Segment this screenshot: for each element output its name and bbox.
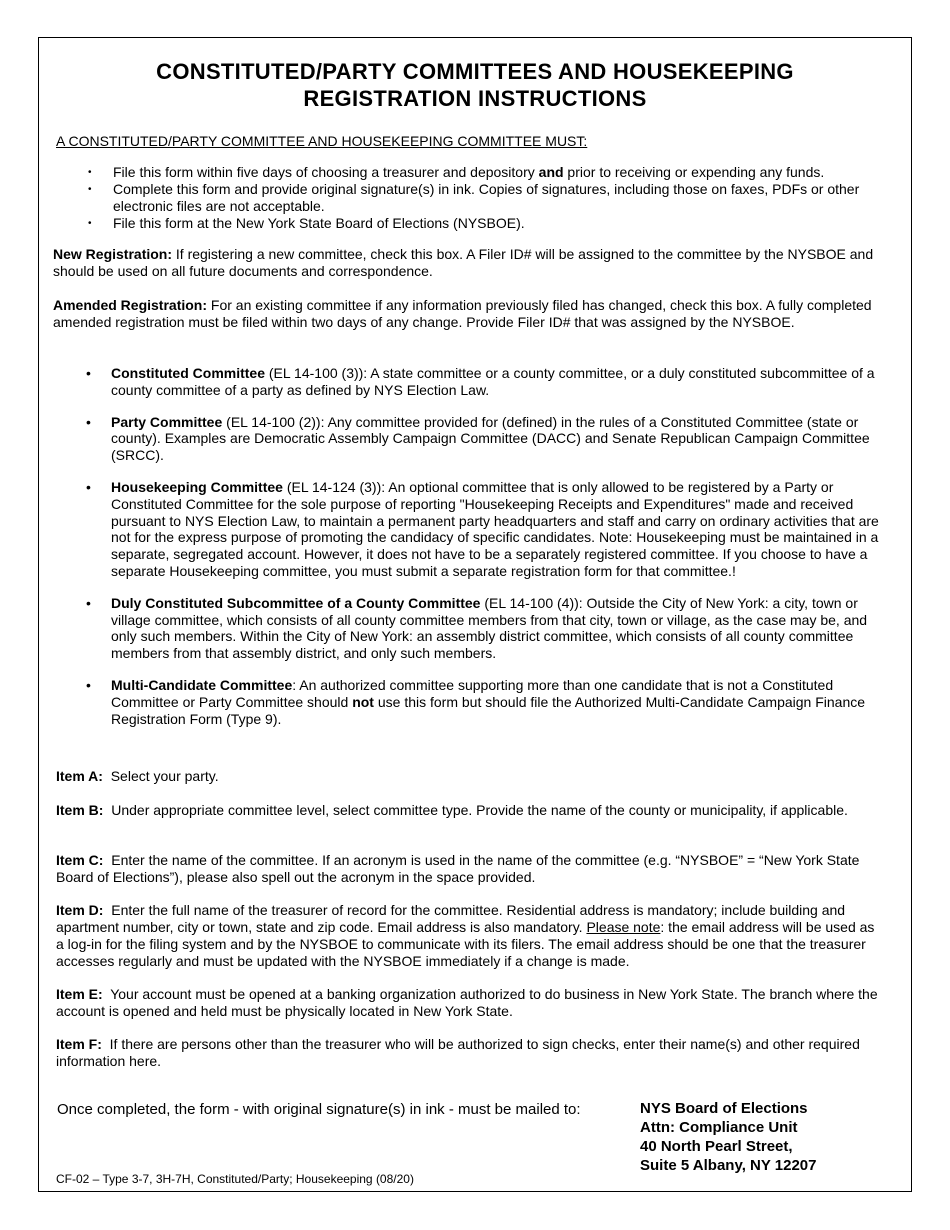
address-line-2: Attn: Compliance Unit: [640, 1119, 798, 1136]
address-line-3: 40 North Pearl Street,: [640, 1138, 793, 1155]
item-f: Item F: If there are persons other than the treasurer who will be authorized to sign checks, enter their name(s) and other required information here.: [56, 1036, 864, 1069]
mailing-address: [640, 1099, 816, 1175]
party-committee-item: • Party Committee (EL 14-100 (2)): Any committee provided for (defined) in the rules of a Constituted Committee (state or county). Examples are Democratic Assembly Campaign Committee (DACC) and Senate Republican Campaign Committee (SRCC).: [86, 414, 891, 464]
mailing-instruction: Once completed, the form - with original signature(s) in ink - must be mailed to:: [57, 1101, 581, 1118]
item-d: Item D: Enter the full name of the treasurer of record for the committee. Residential address is mandatory; include building and apartment number, city or town, state and zip code. Email address is also mandatory. Please note: the email address will be used as a log-in for the filing system and by the NYSBOE to communicate with its filers. The email address should be one that the treasurer accesses regularly and must be updated with the NYSBOE immediately if a change is made.: [56, 902, 875, 969]
address-line-4: Suite 5 Albany, NY 12207: [640, 1157, 817, 1174]
amended-registration-paragraph: Amended Registration: For an existing committee if any information previously filed has changed, check this box. A fully completed amended registration must be filed within two days of any change. Provide Filer ID# that was assigned by the NYSBOE.: [53, 297, 872, 330]
item-a: Item A: Select your party.: [56, 768, 219, 784]
must-list: [88, 164, 888, 232]
title-line-2: REGISTRATION INSTRUCTIONS: [303, 86, 647, 111]
must-item-original-signatures: • Complete this form and provide original signature(s) in ink. Copies of signatures, including those on faxes, PDFs or other electronic files are not acceptable.: [88, 181, 888, 215]
must-heading: A CONSTITUTED/PARTY COMMITTEE AND HOUSEKEEPING COMMITTEE MUST:: [56, 133, 588, 149]
form-footer: CF-02 – Type 3-7, 3H-7H, Constituted/Party; Housekeeping (08/20): [56, 1172, 414, 1186]
constituted-committee-item: • Constituted Committee (EL 14-100 (3)): A state committee or a county committee, or a duly constituted subcommittee of a county committee of a party as defined by NYS Election Law.: [86, 365, 891, 399]
title-line-1: CONSTITUTED/PARTY COMMITTEES AND HOUSEKEEPING: [156, 59, 794, 84]
item-c: Item C: Enter the name of the committee. If an acronym is used in the name of the committee (e.g. “NYSBOE” = “New York State Board of Elections”), please also spell out the acronym in the space provided.: [56, 852, 864, 885]
housekeeping-committee-item: • Housekeeping Committee (EL 14-124 (3)): An optional committee that is only allowed to be registered by a Party or Constituted Committee for the sole purpose of reporting "Housekeeping Receipts and Expenditures" made and received pursuant to NYS Election Law, to maintain a permanent party headquarters and staff and carry on ordinary activities that are not for the express purpose of promoting the candidacy of specific candidates. Note: Housekeeping must be maintained in a separate, segregated account. However, it does not have to be a separately registered committee. If you choose to have a separate Housekeeping committee, you must submit a separate registration form for that committee.!: [86, 479, 891, 580]
must-item-file-at-nysboe: • File this form at the New York State Board of Elections (NYSBOE).: [88, 215, 888, 232]
must-item-file-within-five-days: • File this form within five days of choosing a treasurer and depository and prior to receiving or expending any funds.: [88, 164, 888, 181]
page-title: [0, 58, 950, 112]
committee-types-list: [86, 365, 891, 742]
item-e: Item E: Your account must be opened at a banking organization authorized to do business in New York State. The branch where the account is opened and held must be physically located in New York State.: [56, 986, 882, 1019]
subcommittee-item: • Duly Constituted Subcommittee of a County Committee (EL 14-100 (4)): Outside the City of New York: a city, town or village committee, which consists of all county committee members from that city, town or village, as the case may be, and only such members. Within the City of New York: an assembly district committee, which consists of all county committee members from that assembly district, and only such members.: [86, 595, 891, 662]
multi-candidate-committee-item: • Multi-Candidate Committee: An authorized committee supporting more than one candidate that is not a Constituted Committee or Party Committee should not use this form but should file the Authorized Multi-Candidate Campaign Finance Registration Form (Type 9).: [86, 677, 891, 727]
new-registration-paragraph: New Registration: If registering a new committee, check this box. A Filer ID# will be assigned to the committee by the NYSBOE and should be used on all future documents and correspondence.: [53, 246, 874, 279]
item-b: Item B: Under appropriate committee level, select committee type. Provide the name of the county or municipality, if applicable.: [56, 802, 848, 818]
address-line-1: NYS Board of Elections: [640, 1100, 808, 1117]
